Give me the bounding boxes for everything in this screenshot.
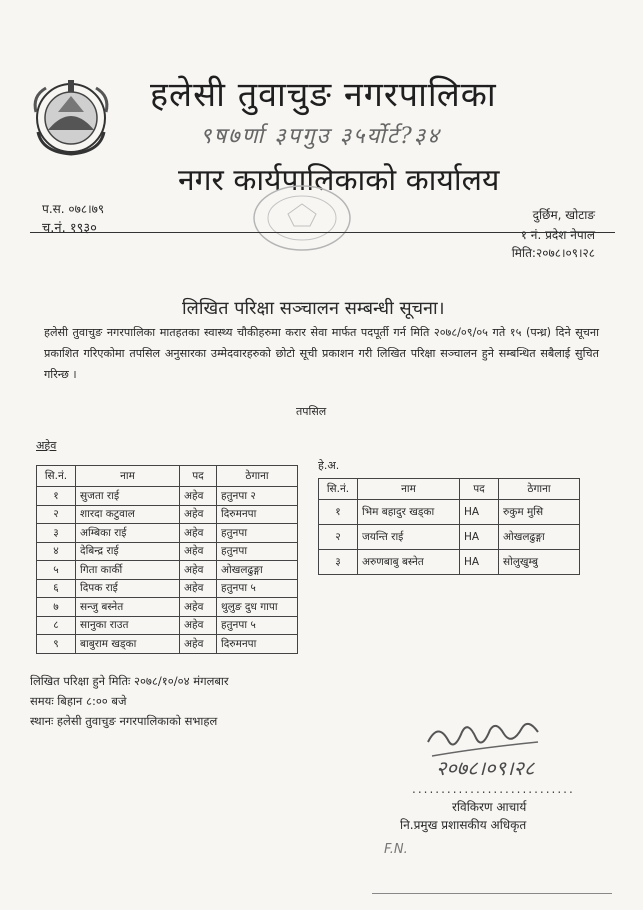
column-header: नाम [358,479,460,500]
notice-date: मिति:२०७८।०९।२८ [511,246,595,260]
table-header-row [37,466,298,487]
ha-candidates-table [318,478,580,575]
cell-name: अम्बिका राई [76,524,180,543]
cell-post: अहेव [180,598,217,617]
cell-address: ओखलढुङ्गा [217,561,298,580]
cell-serial: ५ [37,561,76,580]
cell-name: भिम बहादुर खड्का [358,500,460,525]
table-row [37,579,298,598]
cell-name: अरुणबाबु बस्नेत [358,550,460,575]
exam-time: समयः बिहान ८:०० बजे [30,694,127,708]
cell-address: थुलुङ दुध गापा [217,598,298,617]
cell-name: सुजता राई [76,487,180,506]
cell-serial: ३ [37,524,76,543]
header-divider [30,232,615,233]
handwritten-line: ९ष७र्णा ३पगुउ ३५र्योर्ट?३४ [200,124,441,149]
cell-name: सानुका राउत [76,616,180,635]
cell-serial: २ [319,525,358,550]
cell-address: ओखलढुङ्गा [499,525,580,550]
cell-post: अहेव [180,579,217,598]
table-row [37,598,298,617]
cell-post: अहेव [180,616,217,635]
cell-serial: १ [37,487,76,506]
table-row [319,500,580,525]
column-header: पद [180,466,217,487]
officer-name: रविकिरण आचार्य [452,800,527,814]
cell-name: गिता कार्की [76,561,180,580]
cell-post: अहेव [180,542,217,561]
table-row [37,505,298,524]
cell-serial: ९ [37,635,76,654]
exam-date: लिखित परिक्षा हुने मितिः २०७८/१०/०४ मंगलबार [30,674,229,688]
tapsil-heading: तपसिल [296,405,327,418]
column-header: ठेगाना [499,479,580,500]
cell-name: देबिन्द्र राई [76,542,180,561]
table-row [37,524,298,543]
officer-designation: नि.प्रमुख प्रशासकीय अधिकृत [400,818,527,832]
cell-serial: ६ [37,579,76,598]
anm-candidates-table [36,465,298,654]
cell-post: अहेव [180,635,217,654]
cell-name: शारदा कटुवाल [76,505,180,524]
table-row [37,487,298,506]
cell-address: दिरुमनपा [217,635,298,654]
cell-address: हतुनपा २ [217,487,298,506]
cell-name: जयन्ति राई [358,525,460,550]
table-row [37,561,298,580]
office-address: दुर्छिम, खोटाङ [532,208,595,222]
table-row [319,525,580,550]
reference-fiscal-year: प.स. ०७८।७९ [42,202,105,216]
column-header: सि.नं. [37,466,76,487]
exam-venue: स्थानः हलेसी तुवाचुङ नगरपालिकाको सभाहल [30,714,218,728]
cell-address: सोलुखुम्बु [499,550,580,575]
cell-post: अहेव [180,505,217,524]
cell-post: HA [460,550,499,575]
cell-post: HA [460,525,499,550]
column-header: पद [460,479,499,500]
cell-serial: ७ [37,598,76,617]
column-header: सि.नं. [319,479,358,500]
cell-serial: २ [37,505,76,524]
cell-serial: १ [319,500,358,525]
notice-body: हलेसी तुवाचुङ नगरपालिका मातहतका स्वास्थ्य चौकीहरुमा करार सेवा मार्फत पदपूर्ती गर्न मिति २०७८/०९/०५ गते १५ (पन्ध्र) दिने सूचना प्रकाशित गरिएकोमा तपसिल अनुसारका उम्मेदवारहरुको छोटो सूची प्रकाशन गरी लिखित परिक्षा सञ्चालन हुने सम्बन्धित सबैलाई सुचित गरिन्छ । [44,326,599,381]
cell-address: हतुनपा [217,524,298,543]
table-row [37,635,298,654]
signature-line: ............................ [412,782,575,796]
bottom-edge-strip [372,893,612,908]
table-header-row [319,479,580,500]
municipality-title: हलेसी तुवाचुङ नगरपालिका [150,75,497,115]
cell-serial: ३ [319,550,358,575]
cell-address: हतुनपा ५ [217,616,298,635]
reference-dispatch-number: च.नं. १९३० [42,221,97,236]
signature-date: २०७८।०९।२८ [436,756,535,780]
column-header: नाम [76,466,180,487]
ha-section-label: हे.अ. [318,459,340,472]
notice-title: लिखित परिक्षा सञ्चालन सम्बन्धी सूचना। [182,298,445,319]
cell-post: HA [460,500,499,525]
office-subtitle: नगर कार्यपालिकाको कार्यालय [178,163,500,198]
cell-post: अहेव [180,561,217,580]
cell-post: अहेव [180,487,217,506]
anm-section-label: अहेव [36,439,57,452]
cell-name: बाबुराम खड्का [76,635,180,654]
cell-address: दिरुमनपा [217,505,298,524]
municipality-emblem-icon [28,72,114,158]
cell-address: हतुनपा ५ [217,579,298,598]
office-stamp-icon [248,180,356,256]
office-province: १ नं. प्रदेश नेपाल [520,228,595,242]
cell-serial: ४ [37,542,76,561]
column-header: ठेगाना [217,466,298,487]
cell-name: दिपक राई [76,579,180,598]
cell-address: रुकुम मुसि [499,500,580,525]
cell-address: हतुनपा [217,542,298,561]
table-row [319,550,580,575]
table-row [37,616,298,635]
cell-name: सन्जु बस्नेत [76,598,180,617]
cell-serial: ८ [37,616,76,635]
file-note: F.N. [384,842,408,857]
table-row [37,542,298,561]
cell-post: अहेव [180,524,217,543]
